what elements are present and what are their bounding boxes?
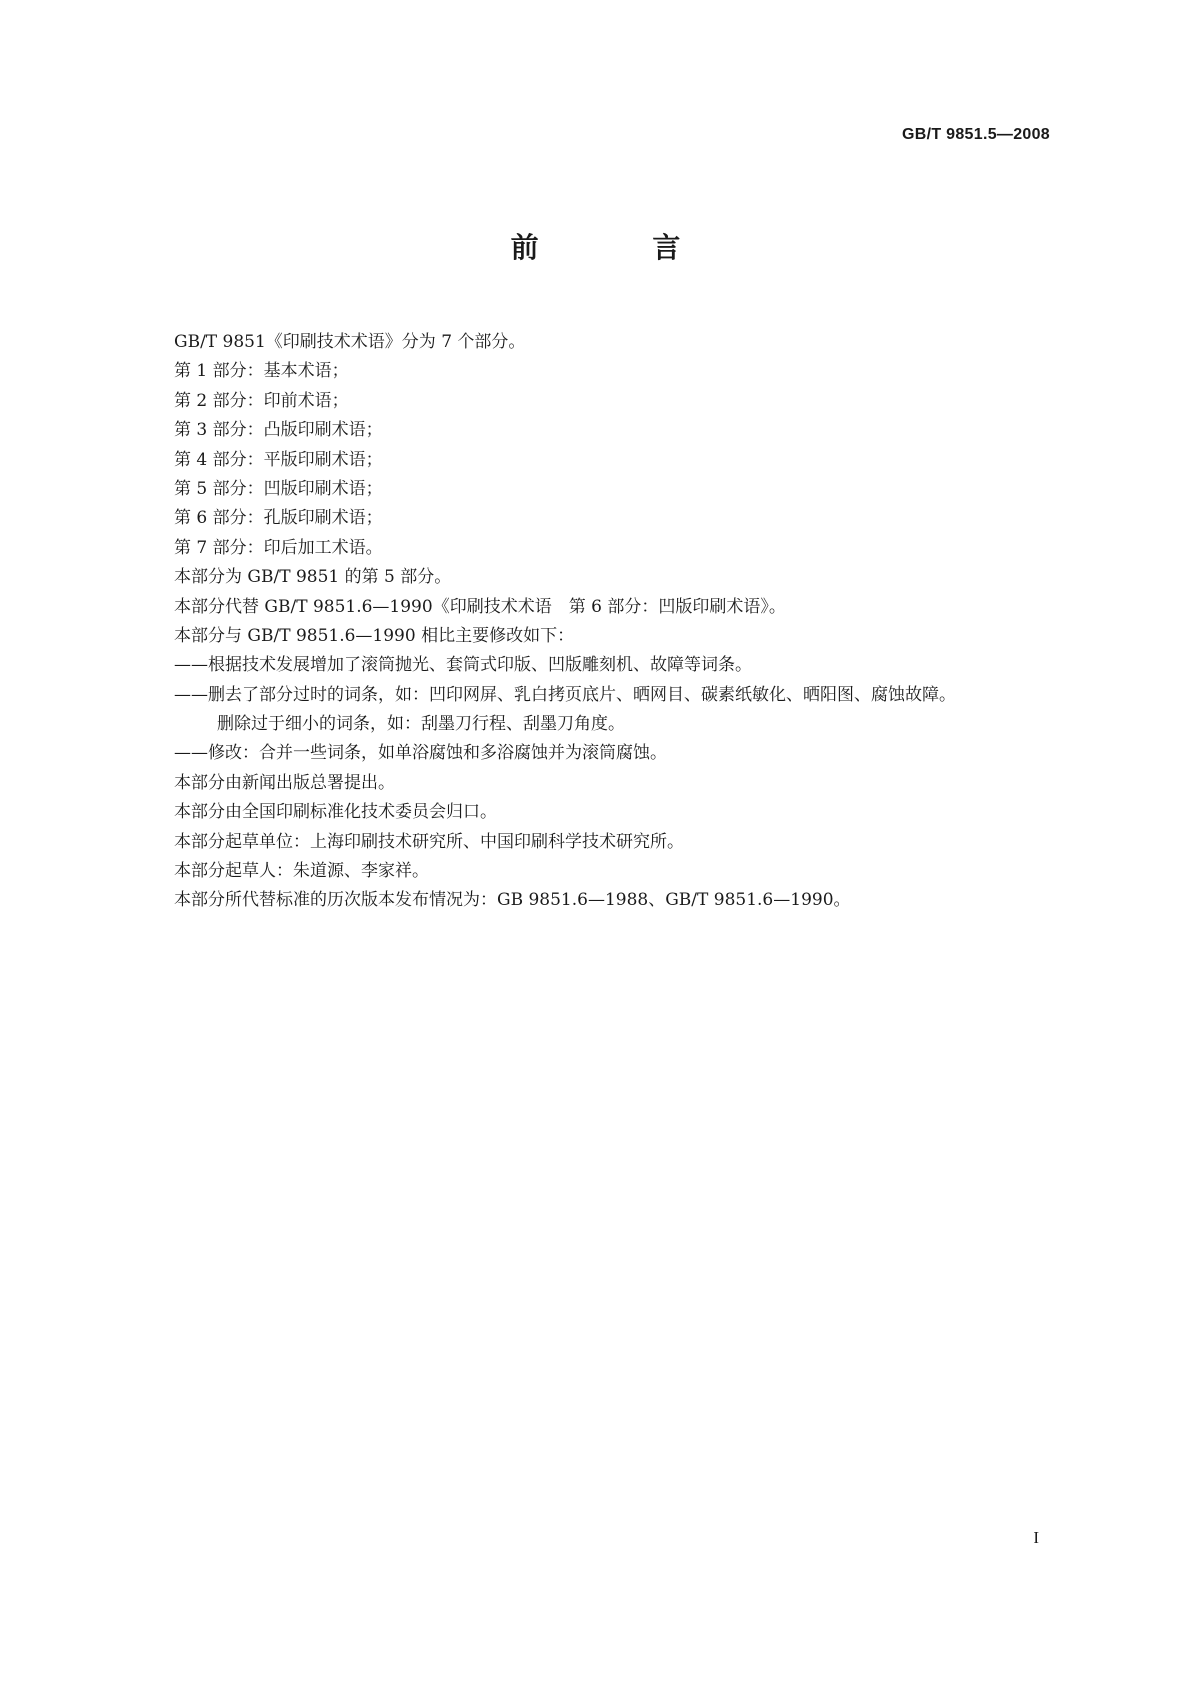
page-number: I — [1033, 1528, 1039, 1547]
body-line: 本部分由新闻出版总署提出。 — [174, 772, 395, 793]
body-line: 第 5 部分：凹版印刷术语； — [174, 478, 383, 499]
list-item: ——根据技术发展增加了滚筒抛光、套筒式印版、凹版雕刻机、故障等词条。 — [174, 655, 752, 676]
list-item: ——修改：合并一些词条，如单浴腐蚀和多浴腐蚀并为滚筒腐蚀。 — [174, 743, 667, 764]
body-line: 本部分代替 GB/T 9851.6—1990《印刷技术术语 第 6 部分：凹版印刷术语》。 — [174, 596, 786, 617]
body-line: 第 6 部分：孔版印刷术语； — [174, 508, 383, 529]
list-item: ——删去了部分过时的词条，如：凹印网屏、乳白拷页底片、晒网目、碳素纸敏化、晒阳图、腐蚀故障。 — [174, 684, 956, 705]
list-item-continuation: 删除过于细小的词条，如：刮墨刀行程、刮墨刀角度。 — [217, 714, 625, 735]
standard-number: GB/T 9851.5—2008 — [902, 126, 1050, 143]
body-line: GB/T 9851《印刷技术术语》分为 7 个部分。 — [174, 332, 526, 352]
page-title: 前 言 — [510, 231, 733, 264]
body-line: 第 2 部分：印前术语； — [174, 390, 349, 411]
body-line: 本部分起草单位：上海印刷技术研究所、中国印刷科学技术研究所。 — [174, 831, 684, 852]
body-line: 本部分由全国印刷标准化技术委员会归口。 — [174, 802, 497, 823]
body-line: 本部分为 GB/T 9851 的第 5 部分。 — [174, 567, 452, 588]
body-line: 第 4 部分：平版印刷术语； — [174, 449, 383, 470]
body-line: 第 1 部分：基本术语； — [174, 361, 349, 382]
body-line: 本部分所代替标准的历次版本发布情况为：GB 9851.6—1988、GB/T 9851.6—1990。 — [174, 890, 851, 911]
preface-body — [174, 328, 1074, 916]
body-line: 本部分与 GB/T 9851.6—1990 相比主要修改如下： — [174, 625, 575, 646]
body-line: 第 7 部分：印后加工术语。 — [174, 537, 383, 558]
body-line: 本部分起草人：朱道源、李家祥。 — [174, 861, 429, 882]
body-line: 第 3 部分：凸版印刷术语； — [174, 420, 383, 441]
